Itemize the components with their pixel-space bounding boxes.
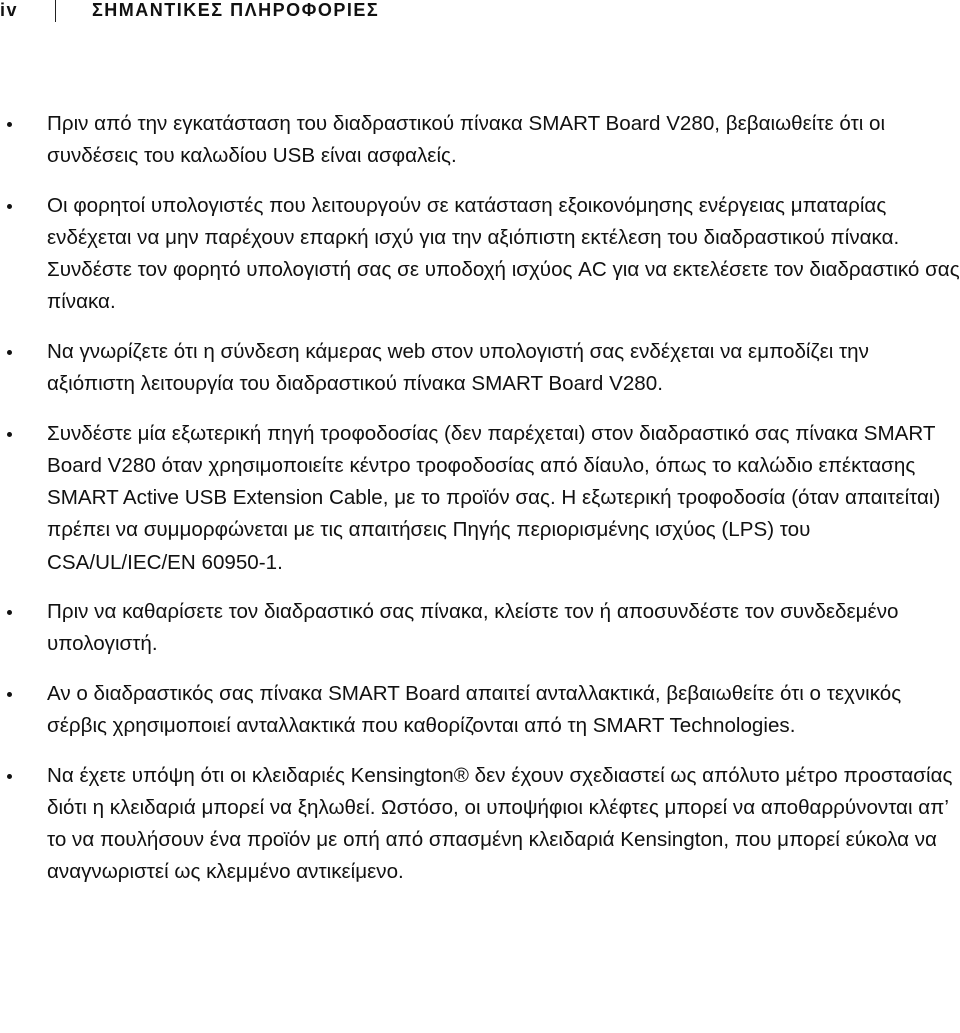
bullet-icon — [7, 774, 12, 779]
bullet-text: Πριν από την εγκατάσταση του διαδραστικού πίνακα SMART Board V280, βεβαιωθείτε ότι οι συνδέσεις του καλωδίου USB είναι ασφαλείς. — [47, 112, 886, 168]
bullet-text: Να έχετε υπόψη ότι οι κλειδαριές Kensington® δεν έχουν σχεδιαστεί ως απόλυτο μέτρο προστασίας διότι η κλειδαριά μπορεί να ξηλωθεί. Ωστόσο, οι υποψήφιοι κλέφτες μπορεί να αποθαρρύνονται απ’ το να πουλήσουν ένα προϊόν με οπή από σπασμένη κλειδαριά Kensington, που μπορεί εύκολα να αναγνωριστεί ως κλεμμένο αντικείμενο. — [47, 763, 953, 884]
bullet-icon — [7, 610, 12, 615]
bullet-text: Να γνωρίζετε ότι η σύνδεση κάμερας web στον υπολογιστή σας ενδέχεται να εμποδίζει την αξιόπιστη λειτουργία του διαδραστικού πίνακα SMART Board V280. — [47, 340, 869, 396]
bullet-icon — [7, 432, 12, 437]
list-item — [0, 190, 960, 319]
bullet-icon — [7, 122, 12, 127]
section-title: ΣΗΜΑΝΤΙΚΕΣ ΠΛΗΡΟΦΟΡΙΕΣ — [92, 0, 380, 20]
bullet-text: Αν ο διαδραστικός σας πίνακα SMART Board απαιτεί ανταλλακτικά, βεβαιωθείτε ότι ο τεχνικός σέρβις χρησιμοποιεί ανταλλακτικά που καθορίζονται από τη SMART Technologies. — [47, 682, 902, 738]
list-item — [0, 336, 960, 400]
page-number: iv — [0, 0, 19, 20]
list-item — [0, 678, 960, 742]
bullet-icon — [7, 204, 12, 209]
bullet-text: Συνδέστε μία εξωτερική πηγή τροφοδοσίας (δεν παρέχεται) στον διαδραστικό σας πίνακα SMART Board V280 όταν χρησιμοποιείτε κέντρο τροφοδοσίας από δίαυλο, όπως το καλώδιο επέκτασης SMART Active USB Extension Cable, με το προϊόν σας. Η εξωτερική τροφοδοσία (όταν απαιτείται) πρέπει να συμμορφώνεται με τις απαιτήσεις Πηγής περιορισμένης ισχύος (LPS) του CSA/UL/IEC/EN 60950-1. — [47, 421, 941, 574]
bullet-list — [0, 108, 960, 906]
list-item — [0, 108, 960, 172]
bullet-icon — [7, 350, 12, 355]
bullet-icon — [7, 692, 12, 697]
header-divider — [55, 0, 56, 22]
list-item — [0, 760, 960, 889]
list-item — [0, 596, 960, 660]
bullet-text: Πριν να καθαρίσετε τον διαδραστικό σας πίνακα, κλείστε τον ή αποσυνδέστε τον συνδεδεμένο υπολογιστή. — [47, 600, 899, 656]
list-item — [0, 418, 960, 579]
bullet-text: Οι φορητοί υπολογιστές που λειτουργούν σε κατάσταση εξοικονόμησης ενέργειας μπαταρίας ενδέχεται να μην παρέχουν επαρκή ισχύ για την αξιόπιστη εκτέλεση του διαδραστικού πίνακα. Συνδέστε τον φορητό υπολογιστή σας σε υποδοχή ισχύος AC για να εκτελέσετε τον διαδραστικό σας πίνακα. — [47, 193, 960, 314]
